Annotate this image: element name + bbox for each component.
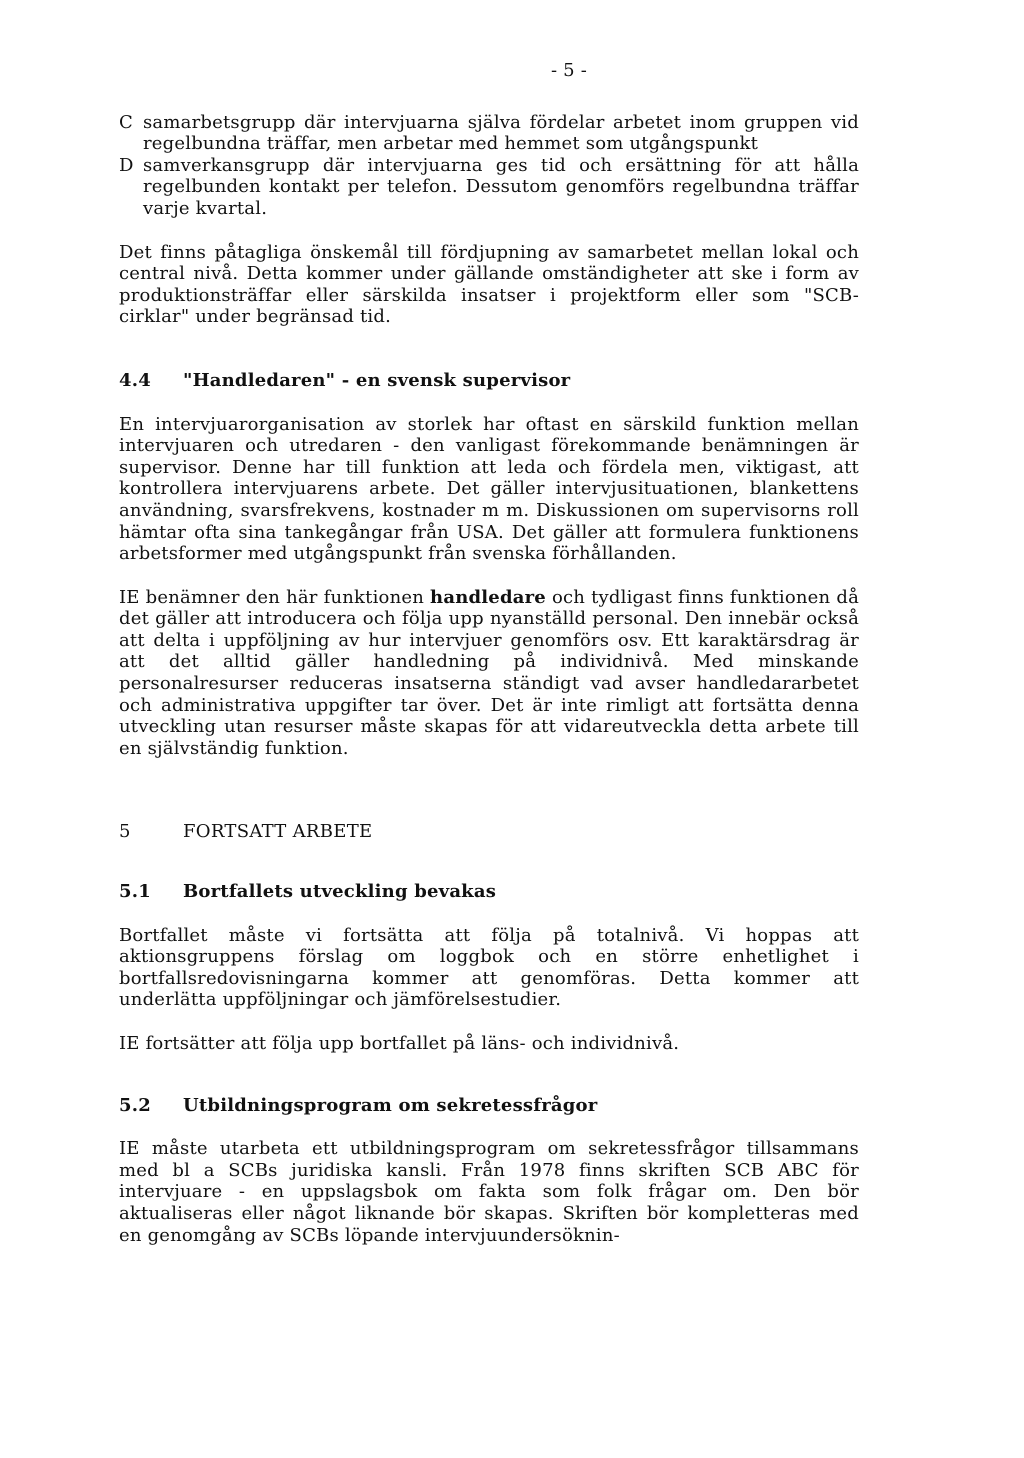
paragraph-bortfall-follow-up: IE fortsätter att följa upp bortfallet på läns- och individnivå. [119, 1033, 680, 1054]
group-type-list [119, 112, 859, 220]
text-run: IE benämner den här funktionen [119, 586, 431, 608]
heading-section-5-1 [119, 881, 859, 903]
list-item-c [119, 112, 859, 155]
section-number: 5.2 [119, 1094, 151, 1116]
section-title: Utbildningsprogram om sekretessfrågor [183, 1094, 598, 1116]
list-item-label: D [119, 154, 134, 176]
text-run: och tydligast finns funktionen då det gäller att introducera och följa upp nyanställd personal. Den innebär också att delta i uppföljning av hur intervjuer genomförs osv. Ett karaktärsdrag är att det alltid gäller handledning på individnivå. Med minskande personalresurser reduceras insatserna ständigt vad avser handledararbetet och administrativa uppgifter tar över. Det är inte rimligt att fortsätta denna utveckling utan resurser måste skapas för att vidareutveckla detta arbete till en självständig funktion. [119, 586, 859, 759]
section-title: "Handledaren" - en svensk supervisor [183, 369, 571, 391]
section-title: Bortfallets utveckling bevakas [183, 881, 497, 903]
section-number: 4.4 [119, 369, 151, 391]
section-number: 5.1 [119, 881, 151, 903]
paragraph-supervisor: En intervjuarorganisation av storlek har oftast en särskild funktion mellan intervjuaren och utredaren - den vanligast förekommande benämningen är supervisor. Denne har till funktion att leda och fördela men, viktigast, att kontrollera intervjuarens arbete. Det gäller intervjusituationen, blankettens användning, svarsfrekvens, kostnader m m. Diskussionen om supervisorns roll hämtar ofta sina tankegångar från USA. Det gäller att formulera funktionens arbetsformer med utgångspunkt från svenska förhållanden. [119, 413, 859, 565]
list-item-text: samverkansgrupp där intervjuarna ges tid och ersättning för att hålla regelbunden kontakt per telefon. Dessutom genomförs regelbundna träffar varje kvartal. [143, 154, 859, 219]
bold-term: handledare [430, 586, 546, 608]
paragraph-cooperation: Det finns påtagliga önskemål till fördjupning av samarbetet mellan lokal och central nivå. Detta kommer under gällande omständigheter att ske i form av produktionsträffar eller särskilda insatser i projektform eller som "SCB-cirklar" under begränsad tid. [119, 241, 859, 328]
section-title: FORTSATT ARBETE [183, 821, 373, 843]
list-item-label: C [119, 111, 133, 133]
heading-section-5-2 [119, 1095, 859, 1117]
paragraph-handledare [119, 587, 859, 760]
heading-section-4-4 [119, 370, 859, 392]
list-item-text: samarbetsgrupp där intervjuarna själva fördelar arbetet inom gruppen vid regelbundna träffar, men arbetar med hemmet som utgångspunkt [143, 111, 859, 155]
page-number: - 5 - [550, 60, 588, 81]
heading-section-5 [119, 821, 859, 843]
document-page [119, 60, 859, 1268]
list-item-d [119, 155, 859, 220]
paragraph-training-program: IE måste utarbeta ett utbildningsprogram om sekretessfrågor tillsammans med bl a SCBs juridiska kansli. Från 1978 finns skriften SCB ABC för intervjuare - en uppslagsbok om fakta som folk frågar om. Den bör aktualiseras eller något liknande bör skapas. Skriften bör kompletteras med en genomgång av SCBs löpande intervjuundersöknin- [119, 1138, 859, 1246]
section-number: 5 [119, 821, 131, 843]
paragraph-bortfall: Bortfallet måste vi fortsätta att följa på totalnivå. Vi hoppas att aktionsgruppens förslag om loggbok och en större enhetlighet i bortfallsredovisningarna kommer att genomföras. Detta kommer att underlätta uppföljningar och jämförelsestudier. [119, 924, 859, 1011]
